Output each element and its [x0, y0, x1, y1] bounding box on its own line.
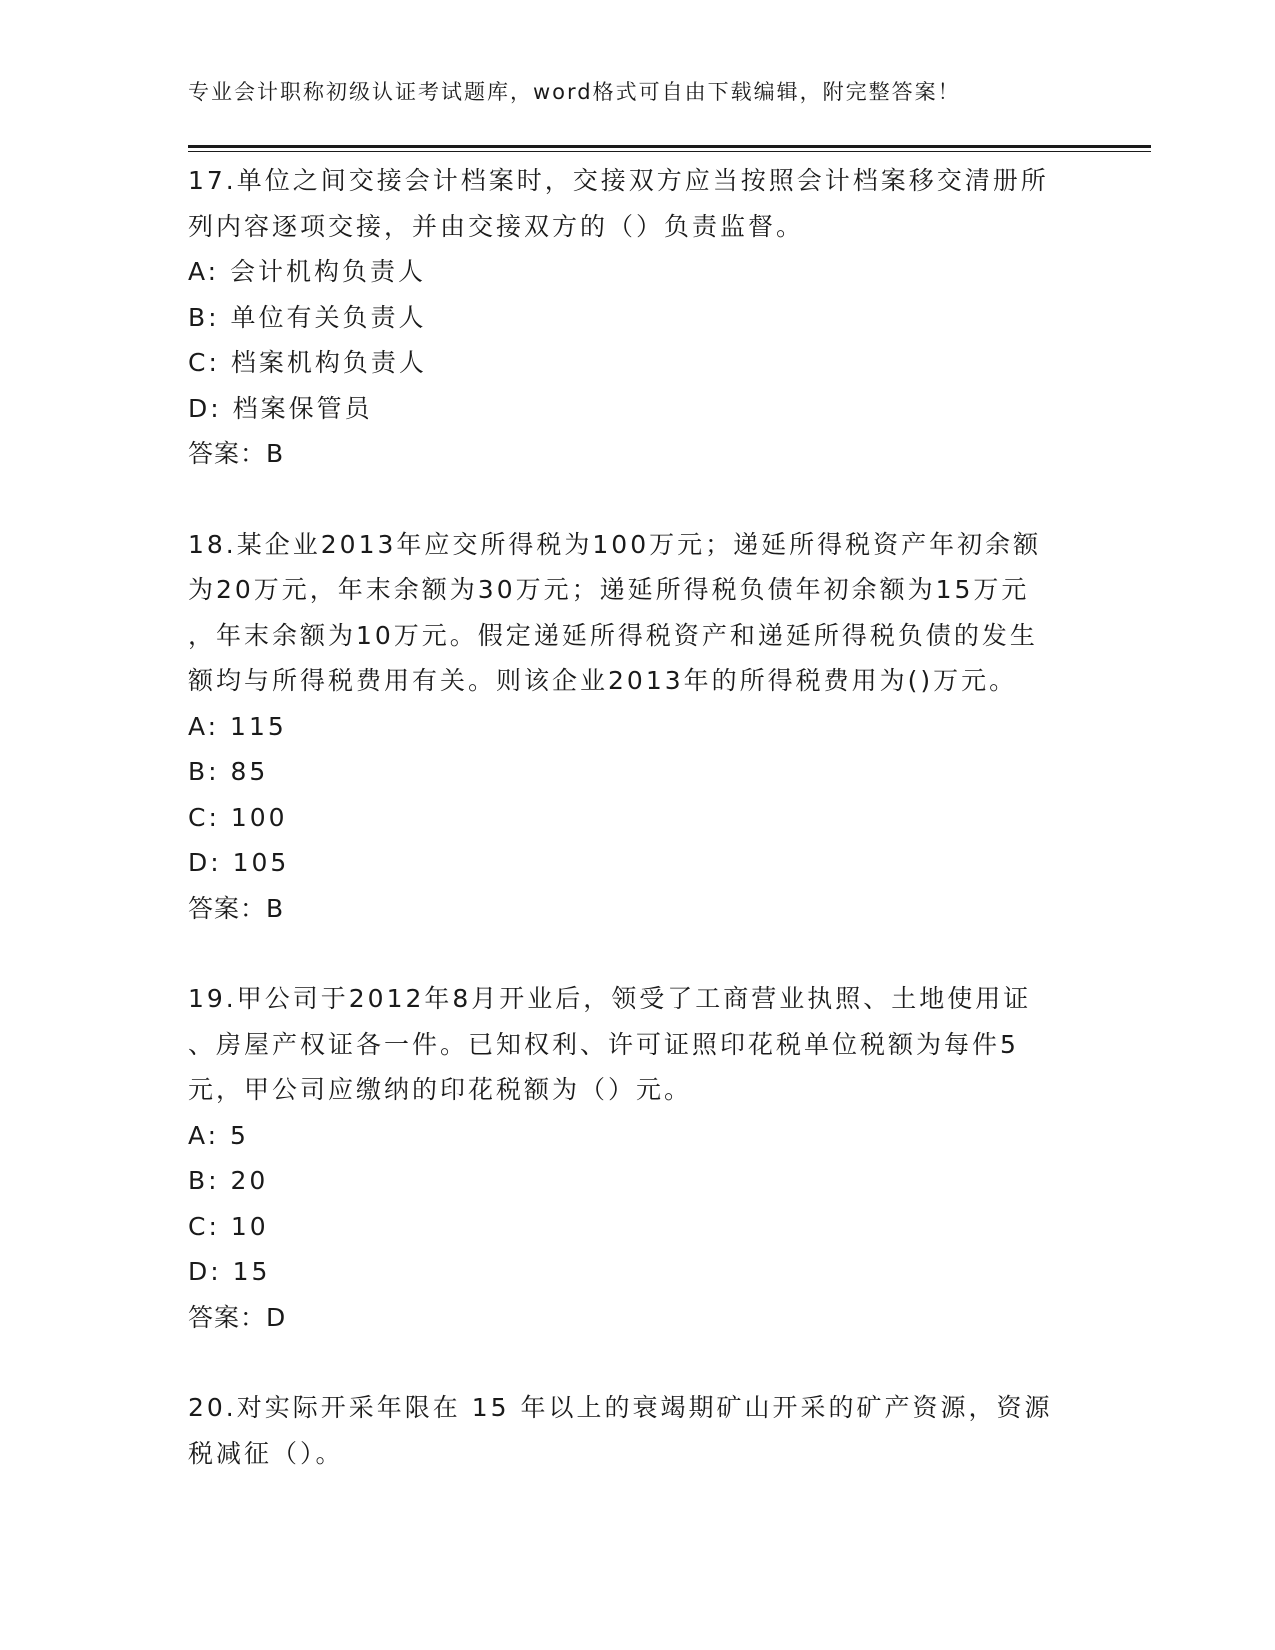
question-line: 列内容逐项交接，并由交接双方的（）负责监督。	[188, 211, 805, 241]
option-a: A: 115	[188, 711, 287, 741]
question-line: 19.甲公司于2012年8月开业后，领受了工商营业执照、土地使用证	[188, 984, 1032, 1013]
question-line: 20.对实际开采年限在 15 年以上的衰竭期矿山开采的矿产资源，资源	[188, 1393, 1053, 1422]
question-line: ，年末余额为10万元。假定递延所得税资产和递延所得税负债的发生	[188, 620, 1038, 650]
question-17	[188, 158, 1088, 477]
question-list	[188, 158, 1088, 1476]
question-stem	[188, 158, 1088, 249]
question-stem	[188, 976, 1088, 1113]
page-header: 专业会计职称初级认证考试题库，word格式可自由下载编辑，附完整答案！	[188, 80, 961, 104]
question-19	[188, 976, 1088, 1340]
question-stem	[188, 522, 1088, 704]
question-20	[188, 1385, 1088, 1476]
option-d: D: 档案保管员	[188, 393, 373, 423]
header-rule-thick	[188, 145, 1151, 148]
option-c: C: 10	[188, 1211, 269, 1241]
question-stem	[188, 1385, 1088, 1476]
question-line: 17.单位之间交接会计档案时，交接双方应当按照会计档案移交清册所	[188, 166, 1049, 195]
question-line: 为20万元，年末余额为30万元；递延所得税负债年初余额为15万元	[188, 575, 1030, 604]
question-18	[188, 522, 1088, 932]
option-a: A: 会计机构负责人	[188, 257, 427, 286]
question-line: 18.某企业2013年应交所得税为100万元；递延所得税资产年初余额	[188, 529, 1042, 559]
question-line: 、房屋产权证各一件。已知权利、许可证照印花税单位税额为每件5	[188, 1029, 1019, 1059]
option-b: B: 20	[188, 1166, 269, 1195]
option-b: B: 85	[188, 757, 269, 786]
question-line: 元，甲公司应缴纳的印花税额为（）元。	[188, 1075, 693, 1104]
answer-label: 答案：B	[188, 439, 285, 468]
option-c: C: 100	[188, 802, 288, 832]
question-line: 额均与所得税费用有关。则该企业2013年的所得税费用为()万元。	[188, 666, 1018, 695]
answer-label: 答案：D	[188, 1302, 287, 1332]
header-rule-thin	[188, 151, 1151, 152]
option-a: A: 5	[188, 1120, 249, 1150]
option-c: C: 档案机构负责人	[188, 348, 427, 377]
option-d: D: 105	[188, 848, 290, 877]
option-b: B: 单位有关负责人	[188, 302, 427, 332]
option-d: D: 15	[188, 1257, 271, 1286]
question-line: 税减征（）。	[188, 1438, 344, 1468]
answer-label: 答案：B	[188, 893, 285, 923]
